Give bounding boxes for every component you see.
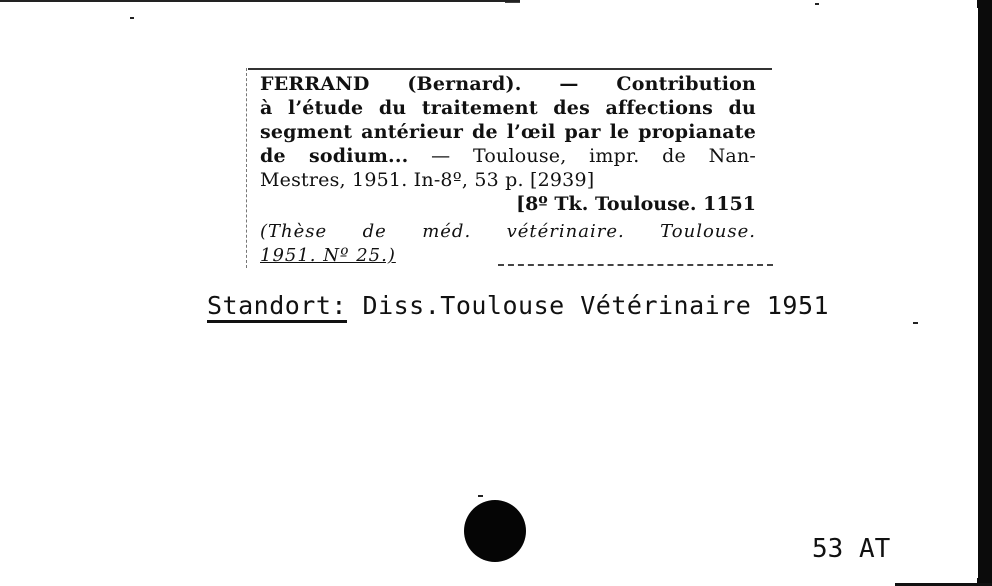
scan-right-edge-gap [975,8,978,578]
entry-thesis-number: 1951. Nº 25.) [260,245,396,266]
entry-line-collation: Mestres, 1951. In-8º, 53 p. [2939] [260,169,595,191]
entry-shelfmark: [8º Tk. Toulouse. 1151 [516,193,756,215]
scan-speck [913,322,918,324]
standort-line [207,290,829,322]
standort-label: Standort: [207,291,347,323]
standort-value: Diss.Toulouse Vétérinaire 1951 [346,291,830,320]
scan-speck [130,17,134,19]
entry-line-author-title: FERRAND (Bernard). — Contribution [260,73,756,95]
entry-line-title: segment antérieur de l’œil par le propianate [260,121,756,143]
entry-line-imprint [260,144,756,168]
clipping-left-border [246,68,248,268]
scan-speck [478,495,483,497]
clipping-text [260,72,756,268]
scan-speck [815,3,819,5]
entry-line-title: à l’étude du traitement des affections du [260,97,756,119]
entry-imprint-start: — Toulouse, impr. de Nan- [408,145,756,167]
scan-top-edge [0,0,520,2]
catalog-clipping [248,68,758,268]
punch-hole [464,500,526,562]
scan-top-edge-fragment [505,2,520,3]
clipping-top-border [248,68,772,70]
entry-thesis-note: (Thèse de méd. vétérinaire. Toulouse. [260,221,756,242]
call-number: 53 AT [812,534,891,564]
scan-right-edge [977,0,992,586]
entry-title-end: de sodium... [260,145,409,167]
